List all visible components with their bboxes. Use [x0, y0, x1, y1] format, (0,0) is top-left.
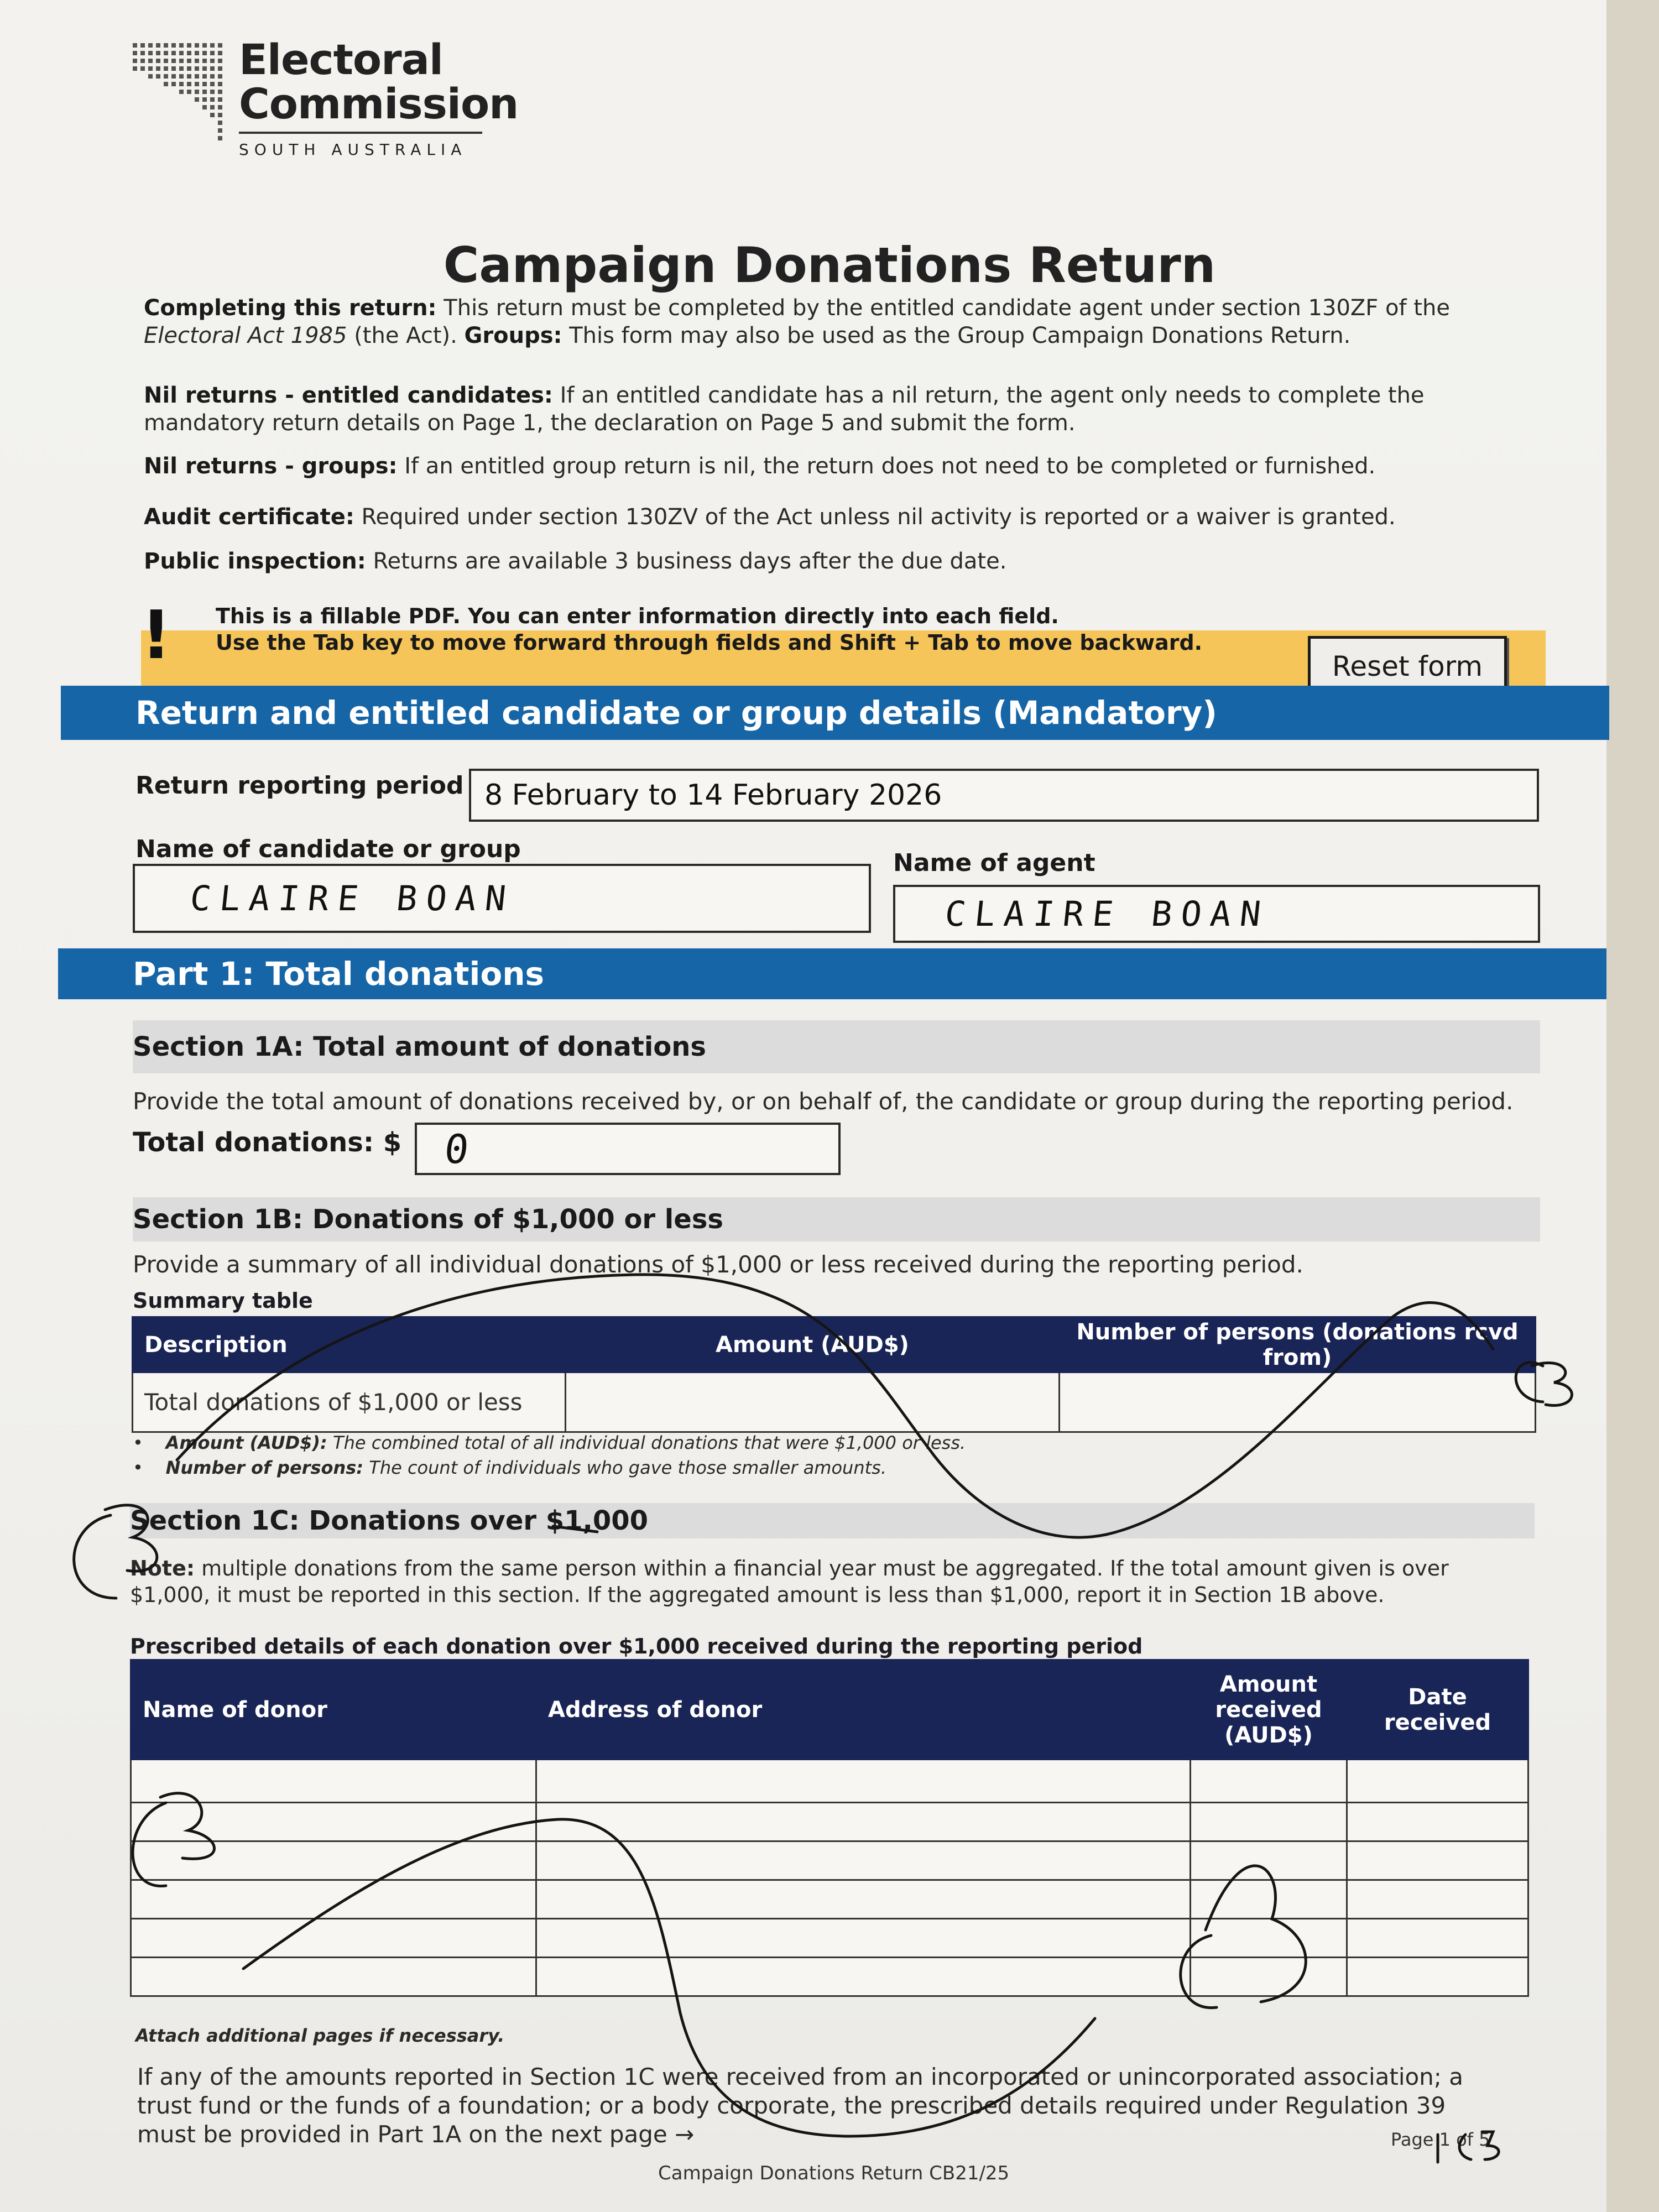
candidate-label: Name of candidate or group: [135, 835, 521, 863]
intro-completing-text: This return must be completed by the entitled candidate agent under section 130ZF of the: [436, 295, 1450, 321]
logo-line-1: Electoral: [239, 35, 443, 84]
summary-col-persons: Number of persons (donations rcvd from): [1060, 1317, 1536, 1373]
note2-text: The count of individuals who gave those smaller amounts.: [363, 1457, 886, 1478]
summary-table-label: Summary table: [133, 1288, 313, 1313]
section-1a-desc: Provide the total amount of donations received by, or on behalf of, the candidate or group during the reporting period.: [133, 1088, 1514, 1115]
intro-audit-text: Required under section 130ZV of the Act unless nil activity is reported or a waiver is granted.: [354, 504, 1396, 530]
notice-line-2: Use the Tab key to move forward through fields and Shift + Tab to move backward.: [216, 630, 1203, 655]
donor-col-address: Address of donor: [536, 1660, 1191, 1760]
intro-public-label: Public inspection:: [144, 549, 366, 574]
period-label: Return reporting period: [135, 771, 464, 800]
intro-groups-text: This form may also be used as the Group Campaign Donations Return.: [562, 323, 1351, 348]
attach-note: Attach additional pages if necessary.: [135, 2025, 505, 2046]
reset-form-button[interactable]: Reset form: [1308, 636, 1507, 697]
intro-public-text: Returns are available 3 business days after the due date.: [366, 549, 1007, 574]
section-1b-desc: Provide a summary of all individual donations of $1,000 or less received during the reporting period.: [133, 1251, 1303, 1278]
logo-line-2: Commission: [239, 79, 519, 128]
summary-note-2: • Number of persons: The count of individuals who gave those smaller amounts.: [133, 1457, 886, 1478]
summary-col-amount: Amount (AUD$): [566, 1317, 1060, 1373]
s1c-note-label: Note:: [130, 1556, 195, 1580]
exclamation-icon: !: [141, 597, 171, 674]
intro-act-suffix: (the Act).: [347, 323, 465, 348]
section-1c-title: Section 1C: Donations over $1,000: [130, 1503, 1535, 1538]
summary-row-description: Total donations of $1,000 or less: [133, 1373, 566, 1432]
period-value: 8 February to 14 February 2026: [484, 779, 942, 812]
donor-col-name: Name of donor: [131, 1660, 536, 1760]
section-1a-title: Section 1A: Total amount of donations: [133, 1020, 1540, 1073]
agent-name-value: CLAIRE BOAN: [943, 894, 1272, 934]
part1-header: Part 1: Total donations: [58, 948, 1606, 999]
intro-nil-candidates-label: Nil returns - entitled candidates:: [144, 383, 553, 408]
note2-label: Number of persons:: [165, 1457, 364, 1478]
section-1b-title: Section 1B: Donations of $1,000 or less: [133, 1197, 1540, 1241]
form-code: Campaign Donations Return CB21/25: [658, 2162, 1010, 2184]
donor-col-date: Date received: [1347, 1660, 1528, 1760]
details-section-header: Return and entitled candidate or group details (Mandatory): [61, 686, 1609, 740]
summary-note-1: • Amount (AUD$): The combined total of all individual donations that were $1,000 or less.: [133, 1432, 966, 1453]
intro-completing-label: Completing this return:: [144, 295, 437, 321]
intro-audit-label: Audit certificate:: [144, 504, 354, 530]
intro-nil-groups-label: Nil returns - groups:: [144, 453, 398, 479]
total-donations-label: Total donations: $: [133, 1127, 402, 1158]
section-1c-footer-text: If any of the amounts reported in Section 1C were received from an incorporated or unincorporated association; a trust fund or the funds of a foundation; or a body corporate, the prescribed details required under Regulation 39 must be provided in Part 1A on the next page →: [137, 2063, 1464, 2148]
page-number: Page 1 of 5: [1391, 2129, 1490, 2150]
page-title: Campaign Donations Return: [443, 237, 1216, 294]
intro-nil-groups-text: If an entitled group return is nil, the return does not need to be completed or furnished.: [397, 453, 1376, 479]
s1c-note-text: multiple donations from the same person within a financial year must be aggregated. If the total amount given is over $1,000, it must be reported in this section. If the aggregated amount is less than $1,000, report it in Section 1B above.: [130, 1556, 1449, 1607]
logo-line-3: SOUTH AUSTRALIA: [239, 140, 467, 159]
note1-text: The combined total of all individual donations that were $1,000 or less.: [327, 1432, 966, 1453]
intro-groups-label: Groups:: [464, 323, 562, 348]
initials-signature-icon: [74, 1363, 1572, 2162]
agent-label: Name of agent: [893, 849, 1095, 877]
total-donations-value: 0: [442, 1125, 480, 1172]
intro-act-name: Electoral Act 1985: [144, 323, 347, 348]
note1-label: Amount (AUD$):: [165, 1432, 327, 1453]
summary-col-description: Description: [133, 1317, 566, 1373]
candidate-name-value: CLAIRE BOAN: [188, 878, 517, 919]
donor-col-amount: Amount received (AUD$): [1191, 1660, 1347, 1760]
prescribed-details-label: Prescribed details of each donation over $1,000 received during the reporting period: [130, 1634, 1143, 1658]
intro-nil-candidates-text: If an entitled candidate has a nil return, the agent only needs to complete the mandatory return details on Page 1, the declaration on Page 5 and submit the form.: [144, 383, 1425, 436]
notice-line-1: This is a fillable PDF. You can enter information directly into each field.: [216, 604, 1059, 628]
